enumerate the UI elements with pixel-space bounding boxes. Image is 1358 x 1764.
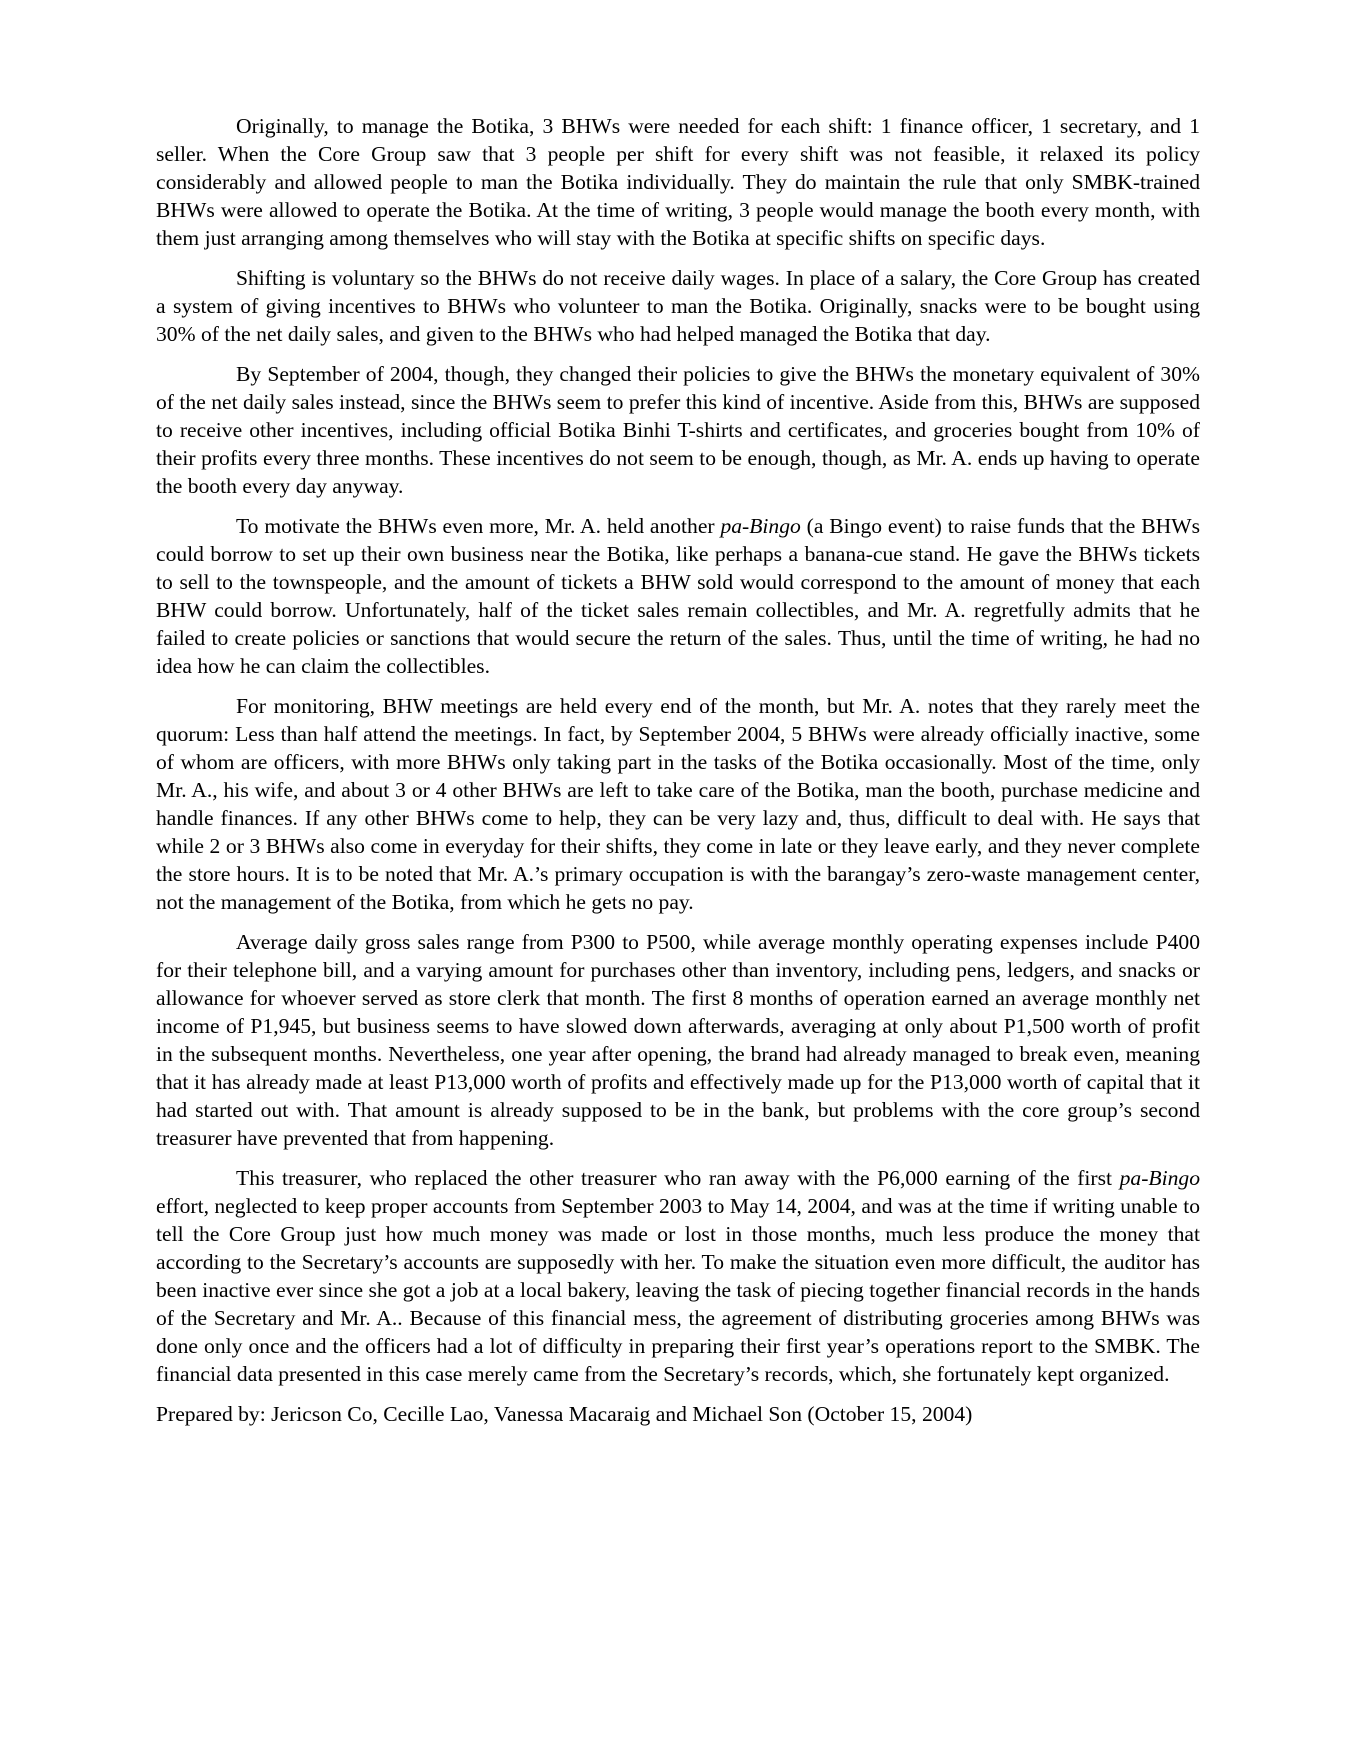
paragraph-text: Shifting is voluntary so the BHWs do not receive daily wages. In place of a salary, the Core Group has created a system of giving incentives to BHWs who volunteer to man the Botika. Originally, snacks were to be bought using 30% of the net daily sales, and given to the BHWs who had helped managed the Botika that day. xyxy=(156,266,1200,346)
paragraph-text: (a Bingo event) to raise funds that the BHWs could borrow to set up their own business near the Botika, like perhaps a banana-cue stand. He gave the BHWs tickets to sell to the townspeople, and the amount of tickets a BHW sold would correspond to the amount of money that each BHW could borrow. Unfortunately, half of the ticket sales remain collectibles, and Mr. A. regretfully admits that he failed to create policies or sanctions that would secure the return of the sales. Thus, until the time of writing, he had no idea how he can claim the collectibles. xyxy=(156,514,1200,678)
paragraph-text: effort, neglected to keep proper accounts from September 2003 to May 14, 2004, and was at the time if writing unable to tell the Core Group just how much money was made or lost in those months, much less produce the money that according to the Secretary’s accounts are supposedly with her. To make the situation even more difficult, the auditor has been inactive ever since she got a job at a local bakery, leaving the task of piecing together financial records in the hands of the Secretary and Mr. A.. Because of this financial mess, the agreement of distributing groceries among BHWs was done only once and the officers had a lot of difficulty in preparing their first year’s operations report to the SMBK. The financial data presented in this case merely came from the Secretary’s records, which, she fortunately kept organized. xyxy=(156,1194,1200,1386)
paragraph-text: Originally, to manage the Botika, 3 BHWs were needed for each shift: 1 finance officer, 1 secretary, and 1 seller. When the Core Group saw that 3 people per shift for every shift was not feasible, it relaxed its policy considerably and allowed people to man the Botika individually. They do maintain the rule that only SMBK-trained BHWs were allowed to operate the Botika. At the time of writing, 3 people would manage the booth every month, with them just arranging among themselves who will stay with the Botika at specific shifts on specific days. xyxy=(156,114,1200,250)
italic-term: pa-Bingo xyxy=(720,514,801,538)
document-page xyxy=(156,112,1200,1428)
paragraph-policy-change xyxy=(156,360,1200,500)
paragraph-text: For monitoring, BHW meetings are held every end of the month, but Mr. A. notes that they rarely meet the quorum: Less than half attend the meetings. In fact, by September 2004, 5 BHWs were already officially inactive, some of whom are officers, with more BHWs only taking part in the tasks of the Botika occasionally. Most of the time, only Mr. A., his wife, and about 3 or 4 other BHWs are left to take care of the Botika, man the booth, purchase medicine and handle finances. If any other BHWs come to help, they can be very lazy and, thus, difficult to deal with. He says that while 2 or 3 BHWs also come in everyday for their shifts, they come in late or they leave early, and they never complete the store hours. It is to be noted that Mr. A.’s primary occupation is with the barangay’s zero-waste management center, not the management of the Botika, from which he gets no pay. xyxy=(156,694,1200,914)
paragraph-text: By September of 2004, though, they changed their policies to give the BHWs the monetary equivalent of 30% of the net daily sales instead, since the BHWs seem to prefer this kind of incentive. Aside from this, BHWs are supposed to receive other incentives, including official Botika Binhi T-shirts and certificates, and groceries bought from 10% of their profits every three months. These incentives do not seem to be enough, though, as Mr. A. ends up having to operate the booth every day anyway. xyxy=(156,362,1200,498)
paragraph-monitoring xyxy=(156,692,1200,916)
paragraph-text: To motivate the BHWs even more, Mr. A. held another xyxy=(236,514,721,538)
paragraph-text: This treasurer, who replaced the other treasurer who ran away with the P6,000 earning of the first xyxy=(236,1166,1120,1190)
paragraph-sales-figures xyxy=(156,928,1200,1152)
paragraph-pa-bingo xyxy=(156,512,1200,680)
paragraph-treasurer xyxy=(156,1164,1200,1388)
prepared-by-line: Prepared by: Jericson Co, Cecille Lao, Vanessa Macaraig and Michael Son (October 15, 2004) xyxy=(156,1402,973,1426)
paragraph-incentives xyxy=(156,264,1200,348)
paragraph-text: Average daily gross sales range from P300 to P500, while average monthly operating expenses include P400 for their telephone bill, and a varying amount for purchases other than inventory, including pens, ledgers, and snacks or allowance for whoever served as store clerk that month. The first 8 months of operation earned an average monthly net income of P1,945, but business seems to have slowed down afterwards, averaging at only about P1,500 worth of profit in the subsequent months. Nevertheless, one year after opening, the brand had already managed to break even, meaning that it has already made at least P13,000 worth of profits and effectively made up for the P13,000 worth of capital that it had started out with. That amount is already supposed to be in the bank, but problems with the core group’s second treasurer have prevented that from happening. xyxy=(156,930,1200,1150)
paragraph-botika-staffing xyxy=(156,112,1200,252)
italic-term: pa-Bingo xyxy=(1119,1166,1200,1190)
